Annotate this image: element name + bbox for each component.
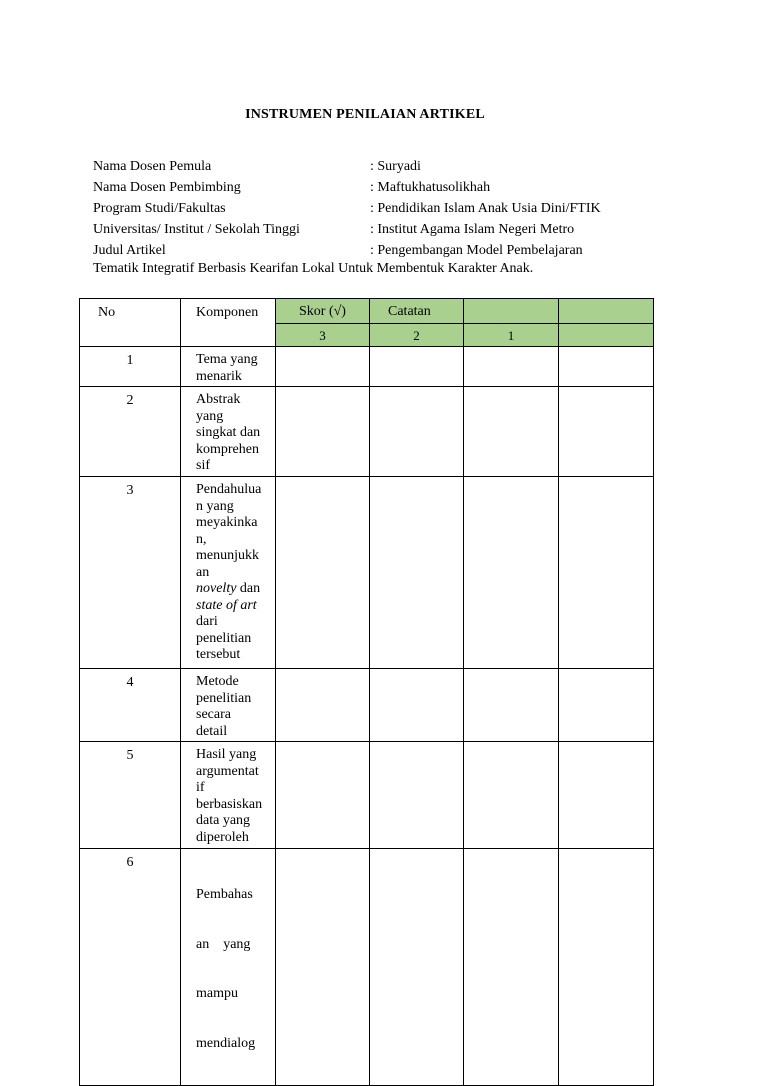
row-number: 6	[80, 849, 181, 1086]
score-cell-1[interactable]	[464, 347, 559, 387]
score-cell-2[interactable]	[370, 387, 464, 477]
info-value: : Maftukhatusolikhah	[370, 180, 491, 195]
info-value: : Pendidikan Islam Anak Usia Dini/FTIK	[370, 201, 601, 216]
score-cell-3[interactable]	[276, 347, 370, 387]
score-cell-3[interactable]	[276, 387, 370, 477]
score-level-1: 1	[464, 324, 559, 347]
header-catatan: Catatan	[370, 299, 464, 324]
catatan-cell[interactable]	[559, 849, 654, 1086]
score-cell-1[interactable]	[464, 742, 559, 849]
score-cell-1[interactable]	[464, 669, 559, 742]
row-komponen: Hasil yang argumentat if berbasiskan data yang diperoleh	[181, 742, 276, 849]
page-title: INSTRUMEN PENILAIAN ARTIKEL	[245, 107, 485, 122]
judul-artikel-continuation: Tematik Integratif Berbasis Kearifan Lokal Untuk Membentuk Karakter Anak.	[93, 261, 534, 276]
header-no: No	[80, 299, 181, 347]
table-row	[80, 849, 654, 1086]
row-number: 1	[80, 347, 181, 387]
header-empty-cell	[464, 299, 559, 324]
score-cell-2[interactable]	[370, 477, 464, 669]
catatan-cell[interactable]	[559, 669, 654, 742]
table-row	[80, 387, 654, 477]
row-komponen: Tema yang menarik	[181, 347, 276, 387]
catatan-cell[interactable]	[559, 477, 654, 669]
score-level-2: 2	[370, 324, 464, 347]
table-header-row	[80, 299, 654, 324]
header-skor: Skor (√)	[276, 299, 370, 324]
catatan-cell[interactable]	[559, 742, 654, 849]
score-cell-2[interactable]	[370, 742, 464, 849]
rubric-table	[79, 298, 654, 1086]
row-komponen: Abstrak yang singkat dan komprehen sif	[181, 387, 276, 477]
table-row	[80, 669, 654, 742]
row-komponen: Pendahulua n yang meyakinka n, menunjukk an novelty dan state of art dari penelitian tersebut	[181, 477, 276, 669]
score-cell-2[interactable]	[370, 669, 464, 742]
score-cell-1[interactable]	[464, 387, 559, 477]
score-cell-2[interactable]	[370, 849, 464, 1086]
info-label: Nama Dosen Pemula	[93, 159, 212, 174]
score-cell-1[interactable]	[464, 849, 559, 1086]
catatan-cell[interactable]	[559, 347, 654, 387]
header-empty-cell	[559, 324, 654, 347]
score-level-3: 3	[276, 324, 370, 347]
row-number: 3	[80, 477, 181, 669]
row-number: 4	[80, 669, 181, 742]
table-row	[80, 477, 654, 669]
row-komponen: Pembahas an yang mampu mendialog	[181, 849, 276, 1086]
score-cell-3[interactable]	[276, 742, 370, 849]
info-label: Program Studi/Fakultas	[93, 201, 226, 216]
score-cell-3[interactable]	[276, 669, 370, 742]
score-cell-1[interactable]	[464, 477, 559, 669]
row-komponen: Metode penelitian secara detail	[181, 669, 276, 742]
info-label: Universitas/ Institut / Sekolah Tinggi	[93, 222, 300, 237]
header-empty-cell	[559, 299, 654, 324]
info-label: Nama Dosen Pembimbing	[93, 180, 241, 195]
row-number: 5	[80, 742, 181, 849]
catatan-cell[interactable]	[559, 387, 654, 477]
header-komponen: Komponen	[181, 299, 276, 347]
score-cell-2[interactable]	[370, 347, 464, 387]
info-value: : Pengembangan Model Pembelajaran	[370, 243, 583, 258]
row-number: 2	[80, 387, 181, 477]
score-cell-3[interactable]	[276, 477, 370, 669]
score-cell-3[interactable]	[276, 849, 370, 1086]
table-row	[80, 347, 654, 387]
info-label: Judul Artikel	[93, 243, 166, 258]
info-value: : Institut Agama Islam Negeri Metro	[370, 222, 575, 237]
info-value: : Suryadi	[370, 159, 421, 174]
table-row	[80, 742, 654, 849]
